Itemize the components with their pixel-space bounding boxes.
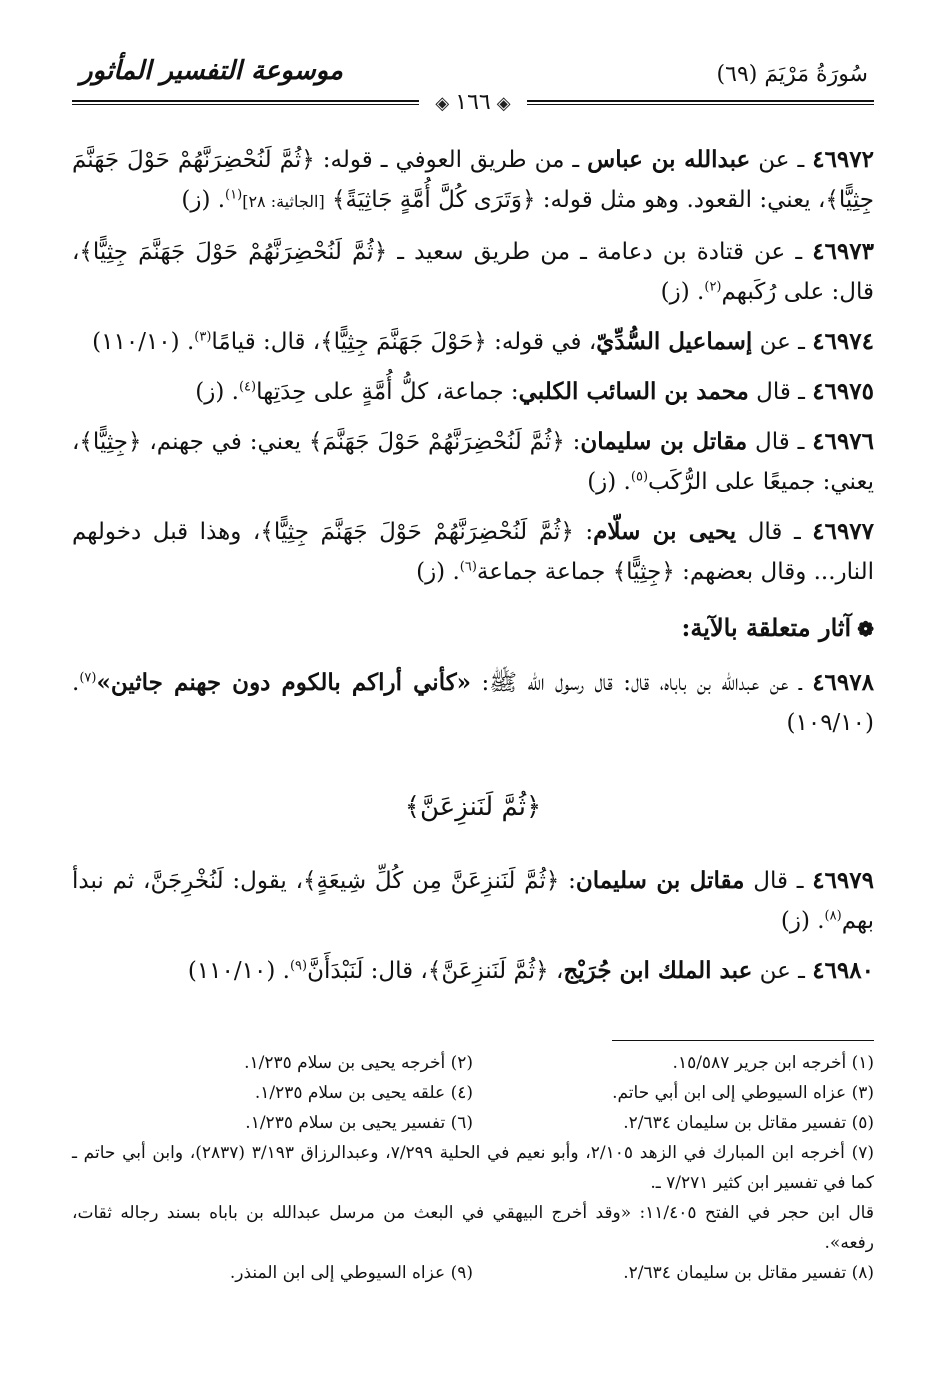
entry-text: ، ﴿ثُمَّ لَنَنزِعَنَّ﴾، قال: لَنَبْدَأَنَّ [307,958,564,984]
entry-text: ـ عن [750,147,813,173]
entry-text: ـ عن عبدالله بن باباه، قال: قال رسول الله ﷺ: [471,670,813,696]
narrator-name: إسماعيل السُّدِّيّ [596,328,753,355]
narrator-name: يحيى بن سلّام [593,518,737,545]
footnote-marker: (٧) [79,670,97,686]
narration-entry [72,663,874,743]
entry-text: : ﴿ثُمَّ لَنَنزِعَنَّ مِن كُلِّ شِيعَةٍ﴾، يقول: لَنُخْرِجَنَّ، ثم نبدأ بهم [72,868,874,934]
entry-number: ٤٦٩٨٠ [812,957,874,984]
verse-reference: [الجاثية: ٢٨] [242,192,325,211]
footnote-row [72,1078,874,1108]
footnote-continuation: قال ابن حجر في الفتح ١١/٤٠٥: «وقد أخرج البيهقي في البعث من مرسل عبدالله بن باباه بسند رجاله ثقات، رفعه». [72,1203,874,1253]
verse-heading: ﴿ثُمَّ لَنَنزِعَنَّ﴾ [404,792,542,822]
footnote: (٢) أخرجه يحيى بن سلام ١/٢٣٥. [244,1053,473,1073]
running-header-surah: سُورَةُ مَرْيَمَ (٦٩) [716,62,868,87]
footnote: (٤) علقه يحيى بن سلام ١/٢٣٥. [254,1083,473,1103]
narration-entry [72,512,874,592]
entry-text: ، في قوله: ﴿حَوْلَ جَهَنَّمَ جِثِيًّا﴾، قال: قيامًا [211,329,597,355]
source-marker: . (١٠٩/١٠) [72,670,874,736]
running-header-book-title: موسوعة التفسير المأثور [80,56,343,86]
footnote: (١) أخرجه ابن جرير ١٥/٥٨٧. [672,1053,874,1073]
footnote: (٧) أخرجه ابن المبارك في الزهد ٢/١٠٥، وأبو نعيم في الحلية ٧/٢٩٩، وعبدالرزاق ٣/١٩٣ (٢٨٣٧)، وابن أبي حاتم ـ كما في تفسير ابن كثير ٧/٢٧١ ـ. [72,1143,875,1193]
narrator-name: مقاتل بن سليمان [580,428,748,455]
source-marker: . (ز) [660,279,705,305]
page-number: ١٦٦ [455,90,491,115]
narrator-name: محمد بن السائب الكلبي [518,378,749,405]
page-number-box [419,90,526,115]
entry-text: : ﴿ثُمَّ لَنُحْضِرَنَّهُمْ حَوْلَ جَهَنَّمَ جِثِيًّا﴾، وهذا قبل دخولهم النار... وقال بعضهم: ﴿جِثِيًّا﴾ جماعة جماعة [72,519,874,585]
footnote-marker: (٤) [238,379,257,395]
footnote-marker: (٦) [459,559,477,575]
footnote-marker: (٢) [704,279,722,295]
section-heading-text: آثار متعلقة بالآية: [681,613,852,642]
footnotes [72,1048,874,1288]
footnote: (٦) تفسير يحيى بن سلام ١/٢٣٥. [245,1113,473,1133]
entry-text: ﴿ثُمَّ لَنُحْضِرَنَّهُمْ حَوْلَ جَهَنَّمَ جِثِيًّا﴾، قال: على رُكَبهم [72,239,874,305]
entry-text: ـ عن قتادة بن دعامة ـ من طريق سعيد ـ [387,239,813,265]
entry-number: ٤٦٩٧٩ [812,867,874,894]
entry-text: ـ قال [744,868,813,894]
entry-number: ٤٦٩٧٦ [812,428,875,455]
flower-icon: ❁ [857,617,874,641]
narrator-name: مقاتل بن سليمان [575,867,745,894]
narration-entry [72,322,874,362]
ornament-icon: ◈ [496,93,511,114]
narrator-name: عبد الملك ابن جُرَيْج [563,957,753,984]
footnote-row [72,1108,874,1138]
source-marker: . (ز) [416,559,460,585]
entry-number: ٤٦٩٧٤ [812,328,874,355]
narration-entry [72,861,874,941]
narration-entry [72,422,874,502]
entry-text: ـ قال [736,519,813,545]
entry-text: : جماعة، كلُّ أُمَّةٍ على حِدَتِها [256,379,519,405]
entry-text: ـ قال [747,429,813,455]
entry-number: ٤٦٩٧٣ [812,238,874,265]
entry-text: : ﴿ثُمَّ لَنُحْضِرَنَّهُمْ حَوْلَ جَهَنَّمَ﴾ يعني: في جهنم، ﴿جِثِيًّا﴾، يعني: جميعًا على الرُّكَب [72,429,874,495]
main-text [72,140,874,1001]
entry-text: ـ عن [752,329,813,355]
footnote: (٥) تفسير مقاتل بن سليمان ٢/٦٣٤. [623,1113,874,1133]
entry-text: ـ قال [748,379,813,405]
footnote: (٨) تفسير مقاتل بن سليمان ٢/٦٣٤. [623,1263,874,1283]
entry-number: ٤٦٩٧٨ [812,669,874,696]
section-heading [72,608,874,649]
footnote: (٩) عزاه السيوطي إلى ابن المنذر. [229,1263,473,1283]
footnote-separator [612,1040,874,1041]
narration-entry [72,140,874,222]
narrator-name: عبدالله بن عباس [587,146,751,173]
footnote-marker: (١) [225,187,243,203]
source-marker: . (ز) [181,187,226,213]
entry-text: ـ عن [752,958,813,984]
source-marker: . (ز) [780,908,825,934]
entry-number: ٤٦٩٧٢ [812,146,874,173]
page-number-container [0,90,946,115]
footnote: (٣) عزاه السيوطي إلى ابن أبي حاتم. [612,1083,874,1103]
entry-number: ٤٦٩٧٥ [812,378,874,405]
source-marker: . (ز) [587,469,631,495]
source-marker: . (١١٠/١٠) [187,958,290,984]
footnote-marker: (٨) [824,908,842,924]
narration-entry [72,951,874,991]
source-marker: . (١١٠/١٠) [92,329,195,355]
ornament-icon: ◈ [435,93,450,114]
entry-number: ٤٦٩٧٧ [812,518,875,545]
footnote-marker: (٥) [630,469,649,485]
hadith-text: «كأني أراكم بالكوم دون جهنم جاثين» [96,669,472,696]
source-marker: . (ز) [195,379,239,405]
entry-text: ـ من طريق العوفي ـ قوله: ﴿ثُمَّ لَنُحْضِرَنَّهُمْ حَوْلَ جَهَنَّمَ جِثِيًّا﴾، يعني: القعود. وهو مثل قوله: ﴿وَتَرَى كُلَّ أُمَّةٍ جَاثِيَةً﴾ [72,147,874,213]
narration-entry [72,372,874,412]
footnote-marker: (٩) [289,958,308,974]
footnote-marker: (٣) [194,329,212,345]
narration-entry [72,232,874,312]
footnote-row [72,1258,874,1288]
footnote-row [72,1048,874,1078]
